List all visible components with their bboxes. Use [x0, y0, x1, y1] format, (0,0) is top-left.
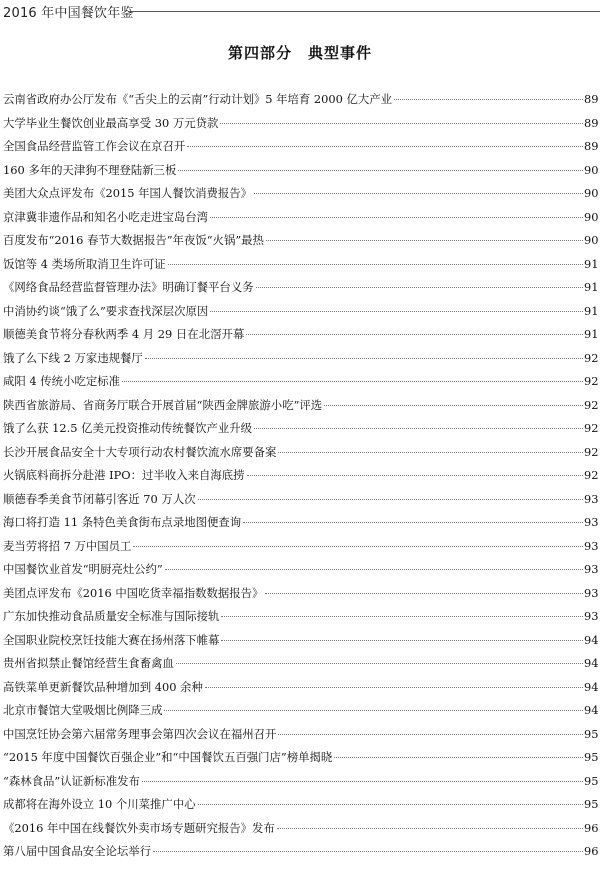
toc-entry[interactable]: [0, 605, 600, 629]
toc-entry-page: 93: [584, 585, 599, 600]
dot-leader: [176, 663, 583, 664]
toc-entry-title: 广东加快推动食品质量安全标准与国际接轨: [3, 605, 220, 629]
dot-leader: [168, 264, 583, 265]
dot-leader: [221, 640, 583, 641]
toc-entry-page: 92: [584, 421, 599, 435]
toc-entry-page: 90: [584, 233, 599, 247]
toc-entry-title: 长沙开展食品安全十大专项行动农村餐饮流水席要备案: [3, 441, 277, 465]
toc-entry[interactable]: [0, 253, 600, 277]
toc-entry-title: 《2016 年中国在线餐饮外卖市场专题研究报告》发布: [3, 817, 276, 841]
toc-entry-title: 顺德春季美食节闭幕引客近 70 万人次: [3, 488, 197, 512]
toc-entry-title: 160 多年的天津狗不理登陆新三板: [3, 159, 177, 183]
toc-entry[interactable]: [0, 347, 600, 371]
dot-leader: [256, 287, 583, 288]
toc-entry[interactable]: [0, 582, 600, 606]
toc-entry-title: 中国烹饪协会第六届常务理事会第四次会议在福州召开: [3, 723, 277, 747]
toc-entry-page: 89: [584, 115, 599, 130]
dot-leader: [133, 546, 583, 547]
dot-leader: [145, 358, 583, 359]
toc-entry[interactable]: [0, 394, 600, 418]
toc-entry-page: 91: [584, 280, 599, 294]
toc-entry-title: “2015 年度中国餐饮百强企业”和“中国餐饮五百强门店”榜单揭晓: [3, 746, 333, 770]
toc-entry-title: 中消协约谈“饿了么”要求查找深层次原因: [3, 300, 209, 324]
dot-leader: [210, 311, 583, 312]
header-rule: [128, 11, 600, 12]
dot-leader: [205, 687, 583, 688]
toc-entry[interactable]: [0, 417, 600, 441]
toc-entry-page: 91: [584, 327, 599, 341]
toc-entry-title: 火锅底料商拆分赴港 IPO：过半收入来自海底捞: [3, 464, 246, 488]
dot-leader: [247, 475, 583, 476]
dot-leader: [210, 217, 583, 218]
dot-leader: [243, 522, 583, 523]
toc-entry-title: 海口将打造 11 条特色美食街布点录地图便查询: [3, 511, 242, 535]
toc-entry-page: 92: [584, 397, 599, 412]
toc-entry-page: 94: [584, 656, 599, 670]
dot-leader: [165, 569, 583, 570]
toc-entry[interactable]: [0, 323, 600, 347]
toc-entry[interactable]: [0, 112, 600, 136]
toc-entry-page: 91: [584, 303, 599, 318]
toc-entry-page: 96: [584, 844, 599, 858]
dot-leader: [278, 452, 583, 453]
dot-leader: [277, 828, 583, 829]
toc-entry-title: 陕西省旅游局、省商务厅联合开展首届“陕西金牌旅游小吃”评选: [3, 394, 323, 418]
toc-entry-page: 92: [584, 444, 599, 459]
dot-leader: [265, 593, 583, 594]
toc-entry[interactable]: [0, 840, 600, 864]
dot-leader: [254, 193, 583, 194]
dot-leader: [142, 781, 583, 782]
dot-leader: [324, 405, 583, 406]
toc-entry[interactable]: [0, 793, 600, 817]
toc-entry[interactable]: [0, 206, 600, 230]
toc-entry-title: 饿了么下线 2 万家违规餐厅: [3, 347, 144, 371]
dot-leader: [266, 240, 583, 241]
dot-leader: [178, 170, 583, 171]
toc-entry-page: 94: [584, 679, 599, 694]
toc-entry-title: 中国餐饮业首发“明厨亮灶公约”: [3, 558, 164, 582]
toc-entry-title: 全国职业院校烹饪技能大赛在扬州落下帷幕: [3, 629, 220, 653]
toc-entry-title: 京津冀非遗作品和知名小吃走进宝岛台湾: [3, 206, 209, 230]
toc-entry-title: 顺德美食节将分春秋两季 4 月 29 日在北滘开幕: [3, 323, 245, 347]
toc-entry-page: 95: [584, 797, 599, 811]
toc-entry[interactable]: [0, 441, 600, 465]
toc-entry[interactable]: [0, 723, 600, 747]
toc-entry-page: 93: [584, 515, 599, 529]
toc-entry[interactable]: [0, 182, 600, 206]
dot-leader: [220, 123, 583, 124]
toc-entry-title: 云南省政府办公厅发布《“舌尖上的云南”行动计划》5 年培育 2000 亿大产业: [3, 88, 393, 112]
toc-entry[interactable]: [0, 629, 600, 653]
toc-entry[interactable]: [0, 370, 600, 394]
toc-entry-page: 95: [584, 773, 599, 788]
toc-list: [0, 88, 600, 864]
toc-entry[interactable]: [0, 511, 600, 535]
toc-entry[interactable]: [0, 558, 600, 582]
toc-entry-page: 95: [584, 726, 599, 741]
toc-entry-title: 高铁菜单更新餐饮品种增加到 400 余种: [3, 676, 204, 700]
toc-entry-page: 96: [584, 820, 599, 835]
toc-entry-page: 91: [584, 256, 599, 271]
toc-entry-title: 美团大众点评发布《2015 年国人餐饮消费报告》: [3, 182, 253, 206]
toc-entry-title: 百度发布“2016 春节大数据报告”年夜饭“火锅”最热: [3, 229, 265, 253]
toc-entry-title: 咸阳 4 传统小吃定标准: [3, 370, 121, 394]
toc-entry-page: 90: [584, 162, 599, 177]
dot-leader: [221, 616, 583, 617]
toc-entry-title: “森林食品”认证新标准发布: [3, 770, 141, 794]
toc-entry[interactable]: [0, 746, 600, 770]
dot-leader: [254, 428, 583, 429]
toc-entry[interactable]: [0, 300, 600, 324]
dot-leader: [334, 757, 583, 758]
toc-entry-page: 93: [584, 562, 599, 576]
toc-entry[interactable]: [0, 88, 600, 112]
dot-leader: [278, 734, 583, 735]
toc-entry[interactable]: [0, 488, 600, 512]
toc-entry-page: 93: [584, 538, 599, 553]
toc-entry-page: 90: [584, 209, 599, 224]
toc-entry-page: 89: [584, 139, 599, 153]
dot-leader: [153, 851, 583, 852]
toc-entry-page: 92: [584, 374, 599, 388]
toc-entry[interactable]: [0, 699, 600, 723]
toc-entry-title: 饭馆等 4 类场所取消卫生许可证: [3, 253, 167, 277]
toc-entry-title: 贵州省拟禁止餐馆经营生食畜禽血: [3, 652, 175, 676]
toc-entry-page: 90: [584, 186, 599, 200]
toc-entry[interactable]: [0, 464, 600, 488]
toc-entry-title: 第八届中国食品安全论坛举行: [3, 840, 152, 864]
toc-entry[interactable]: [0, 817, 600, 841]
toc-entry-page: 95: [584, 750, 599, 764]
toc-entry-title: 《网络食品经营监督管理办法》明确订餐平台义务: [3, 276, 255, 300]
toc-entry-page: 89: [584, 92, 599, 106]
dot-leader: [122, 381, 583, 382]
toc-entry-title: 麦当劳将招 7 万中国员工: [3, 535, 132, 559]
toc-entry[interactable]: [0, 676, 600, 700]
header-title: 2016 年中国餐饮年鉴: [3, 6, 134, 21]
toc-entry-title: 成都将在海外设立 10 个川菜推广中心: [3, 793, 197, 817]
dot-leader: [187, 146, 583, 147]
toc-entry-title: 北京市餐馆大堂吸烟比例降三成: [3, 699, 163, 723]
toc-entry[interactable]: [0, 159, 600, 183]
toc-entry[interactable]: [0, 535, 600, 559]
section-title: 第四部分 典型事件: [227, 44, 372, 62]
toc-entry[interactable]: [0, 276, 600, 300]
toc-entry[interactable]: [0, 135, 600, 159]
toc-entry-title: 大学毕业生餐饮创业最高享受 30 万元贷款: [3, 112, 219, 136]
toc-entry-page: 94: [584, 632, 599, 647]
toc-entry-page: 93: [584, 491, 599, 506]
toc-entry-page: 93: [584, 609, 599, 623]
toc-entry-page: 92: [584, 350, 599, 365]
running-header: [0, 0, 600, 22]
toc-entry-page: 92: [584, 468, 599, 482]
toc-entry[interactable]: [0, 229, 600, 253]
toc-entry-page: 94: [584, 703, 599, 717]
dot-leader: [164, 710, 583, 711]
toc-entry[interactable]: [0, 652, 600, 676]
toc-entry-title: 全国食品经营监管工作会议在京召开: [3, 135, 186, 159]
toc-entry-title: 饿了么获 12.5 亿美元投资推动传统餐饮产业升级: [3, 417, 253, 441]
toc-entry[interactable]: [0, 770, 600, 794]
toc-entry-title: 美团点评发布《2016 中国吃货幸福指数数据报告》: [3, 582, 264, 606]
dot-leader: [246, 334, 583, 335]
dot-leader: [198, 804, 583, 805]
dot-leader: [198, 499, 583, 500]
dot-leader: [394, 99, 583, 100]
